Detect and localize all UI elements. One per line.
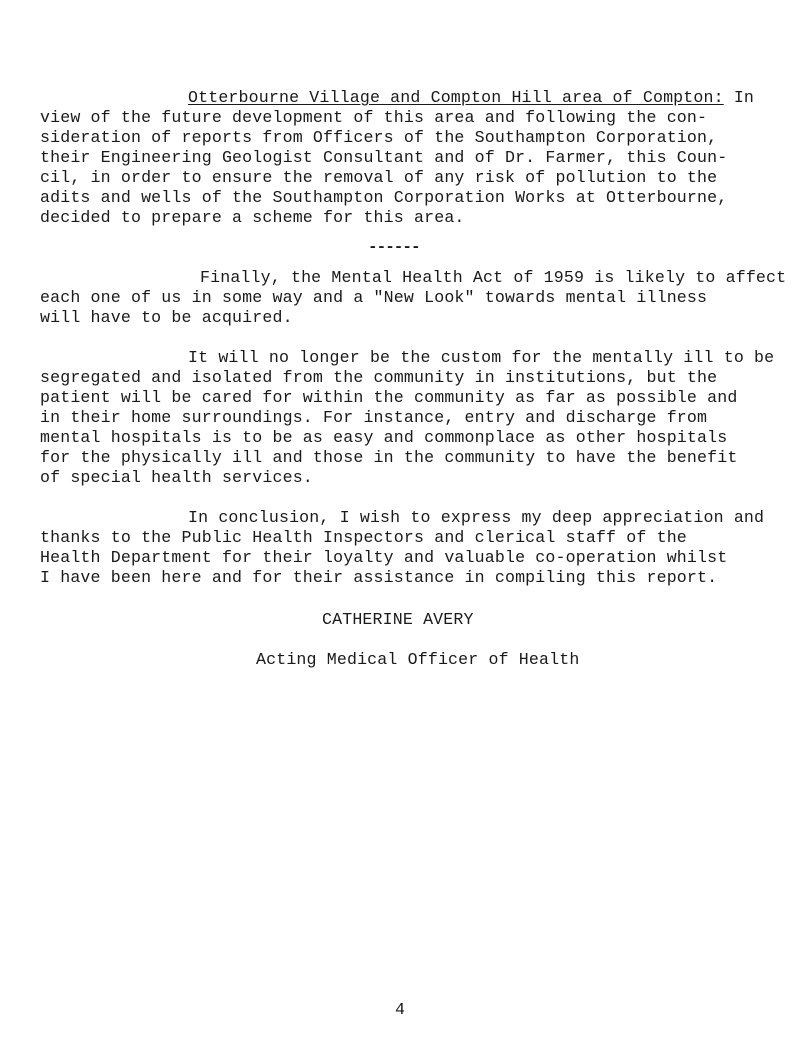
paragraph-4-line-4: I have been here and for their assistance in compiling this report.	[40, 568, 718, 587]
paragraph-3-line-4: in their home surroundings. For instance, entry and discharge from	[40, 408, 708, 427]
paragraph-1-line-6: adits and wells of the Southampton Corporation Works at Otterbourne,	[40, 188, 728, 207]
heading-continuation: In	[723, 88, 755, 107]
paragraph-3-line-3: patient will be cared for within the community as far as possible and	[40, 388, 738, 407]
paragraph-1-line-1	[188, 88, 788, 108]
paragraph-1-line-7: decided to prepare a scheme for this area.	[40, 208, 465, 227]
page-number: 4	[395, 1000, 405, 1019]
paragraph-4-line-2: thanks to the Public Health Inspectors and clerical staff of the	[40, 528, 687, 547]
paragraph-2-line-2: each one of us in some way and a "New Look" towards mental illness	[40, 288, 708, 307]
paragraph-1-line-2: view of the future development of this area and following the con-	[40, 108, 708, 127]
paragraph-3-line-2: segregated and isolated from the community in institutions, but the	[40, 368, 718, 387]
paragraph-4-line-1: In conclusion, I wish to express my deep appreciation and	[188, 508, 765, 527]
paragraph-4-line-3: Health Department for their loyalty and valuable co-operation whilst	[40, 548, 728, 567]
signature-title: Acting Medical Officer of Health	[256, 650, 580, 669]
paragraph-1-line-4: their Engineering Geologist Consultant and of Dr. Farmer, this Coun-	[40, 148, 728, 167]
paragraph-3-line-6: for the physically ill and those in the community to have the benefit	[40, 448, 738, 467]
paragraph-2-line-1: Finally, the Mental Health Act of 1959 is likely to affect	[200, 268, 787, 287]
paragraph-2-line-3: will have to be acquired.	[40, 308, 293, 327]
section-separator: ------	[368, 238, 420, 256]
paragraph-3-line-5: mental hospitals is to be as easy and commonplace as other hospitals	[40, 428, 728, 447]
paragraph-1-line-5: cil, in order to ensure the removal of any risk of pollution to the	[40, 168, 718, 187]
section-heading: Otterbourne Village and Compton Hill area of Compton:	[188, 88, 724, 107]
paragraph-3-line-7: of special health services.	[40, 468, 313, 487]
paragraph-1-line-3: sideration of reports from Officers of the Southampton Corporation,	[40, 128, 718, 147]
signature-name: CATHERINE AVERY	[322, 610, 474, 629]
paragraph-3-line-1: It will no longer be the custom for the mentally ill to be	[188, 348, 775, 367]
